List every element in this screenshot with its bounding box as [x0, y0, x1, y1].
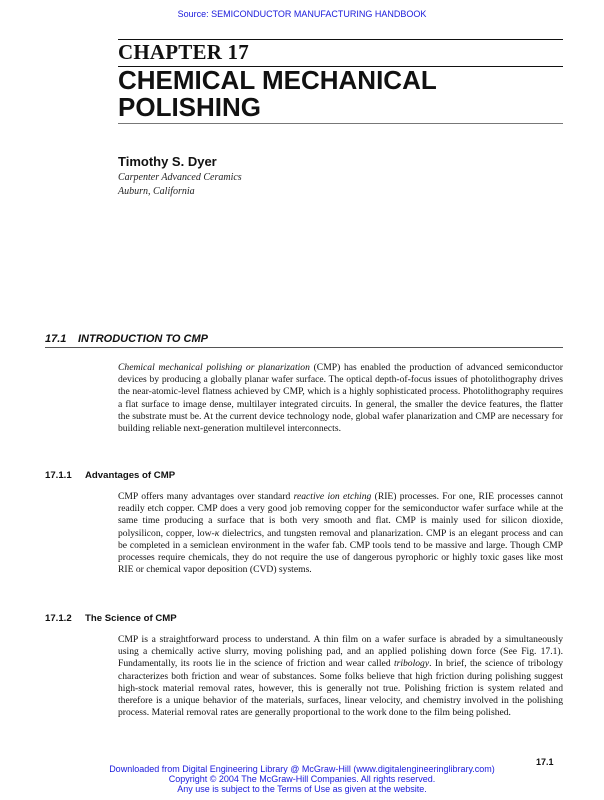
chapter-title: CHEMICAL MECHANICAL POLISHING	[118, 65, 437, 122]
source-link[interactable]: Source: SEMICONDUCTOR MANUFACTURING HANDBOOK	[177, 9, 427, 19]
paragraph-text: CMP is a straightforward process to understand. A thin film on a wafer surface is abraded by a simultaneously using a chemically active slurry, moving polishing pad, and an applied polishing down force (See Fig. 17.1). Fundamentally, its roots lie in the science of friction and wear called	[118, 634, 563, 670]
intro-text: (CMP) has enabled the production of advanced semiconductor devices by producing a globally planar wafer surface. The optical depth-of-focus issues of photolithography drives the near-atomic-level flatness achieved by CMP, which is a highly sophisticated process. Photolithography requires a flat surface to image dense, multilayer integrated circuits. In general, the smaller the device features, the flatter the substrate must be. At the current device technology node, global wafer planarization and CMP are necessary for building reliable next-generation multilevel interconnects.	[118, 362, 563, 435]
author-location: Auburn, California	[118, 186, 195, 197]
section-number: 17.1	[45, 333, 67, 345]
advantages-paragraph	[118, 491, 563, 576]
intro-paragraph	[118, 362, 563, 435]
kappa-symbol: κ	[214, 527, 220, 539]
subsection-title-advantages: Advantages of CMP	[85, 470, 176, 481]
footer-terms-link[interactable]: Any use is subject to the Terms of Use as given at the website.	[177, 784, 427, 794]
chapter-label: CHAPTER 17	[118, 40, 249, 64]
paragraph-text: . In brief, the science of tribology characterizes both friction and wear of substances. Some folks believe that high friction during polishing suggest high-stock material removal rates, however, this is generally not true. Polishing friction is system related and therefore is a unique behavior of the materials, surfaces, linear velocity, and chemistry involved in the polishing process. Material removal rates are generally proportional to the work done to the film being polished.	[118, 658, 563, 719]
intro-term: Chemical mechanical polishing or planarization	[118, 362, 310, 373]
footer-copyright-link[interactable]: Copyright © 2004 The McGraw-Hill Companies. All rights reserved.	[168, 774, 436, 784]
subsection-title-science: The Science of CMP	[85, 613, 177, 624]
footer-download-link[interactable]: Downloaded from Digital Engineering Library @ McGraw-Hill (www.digitalengineeringlibrary.com)	[109, 764, 495, 774]
author-affiliation: Carpenter Advanced Ceramics	[118, 172, 242, 183]
section-title: INTRODUCTION TO CMP	[78, 333, 208, 345]
emphasis-term: reactive ion etching	[293, 491, 372, 502]
emphasis-term: tribology	[393, 658, 430, 670]
subsection-number: 17.1.1	[45, 470, 72, 481]
section-rule	[45, 347, 563, 348]
paragraph-text: (RIE) processes. For one, RIE processes cannot readily etch copper. CMP does a very good job removing copper for the semiconductor wafer surface while at the same time producing a surface that is both very smooth and flat. CMP is mainly used for silicon dioxide, polysilicon, copper, low-	[118, 491, 563, 539]
page-number: 17.1	[536, 757, 554, 767]
paragraph-text: CMP offers many advantages over standard	[118, 491, 294, 502]
paragraph-text: dielectrics, and tungsten removal and planarization. CMP is an elegant process and can be completed in a semiclean environment in the wafer fab. CMP tools tend to be massive and large. Though CMP processes require chemicals, they do not require the use of dangerous pyrophoric or highly toxic gases like most RIE or chemical vapor deposition (CVD) systems.	[118, 527, 563, 576]
science-paragraph	[118, 634, 563, 719]
subsection-number: 17.1.2	[45, 613, 72, 624]
chapter-rule-bottom	[118, 123, 563, 124]
author-name: Timothy S. Dyer	[118, 154, 217, 169]
